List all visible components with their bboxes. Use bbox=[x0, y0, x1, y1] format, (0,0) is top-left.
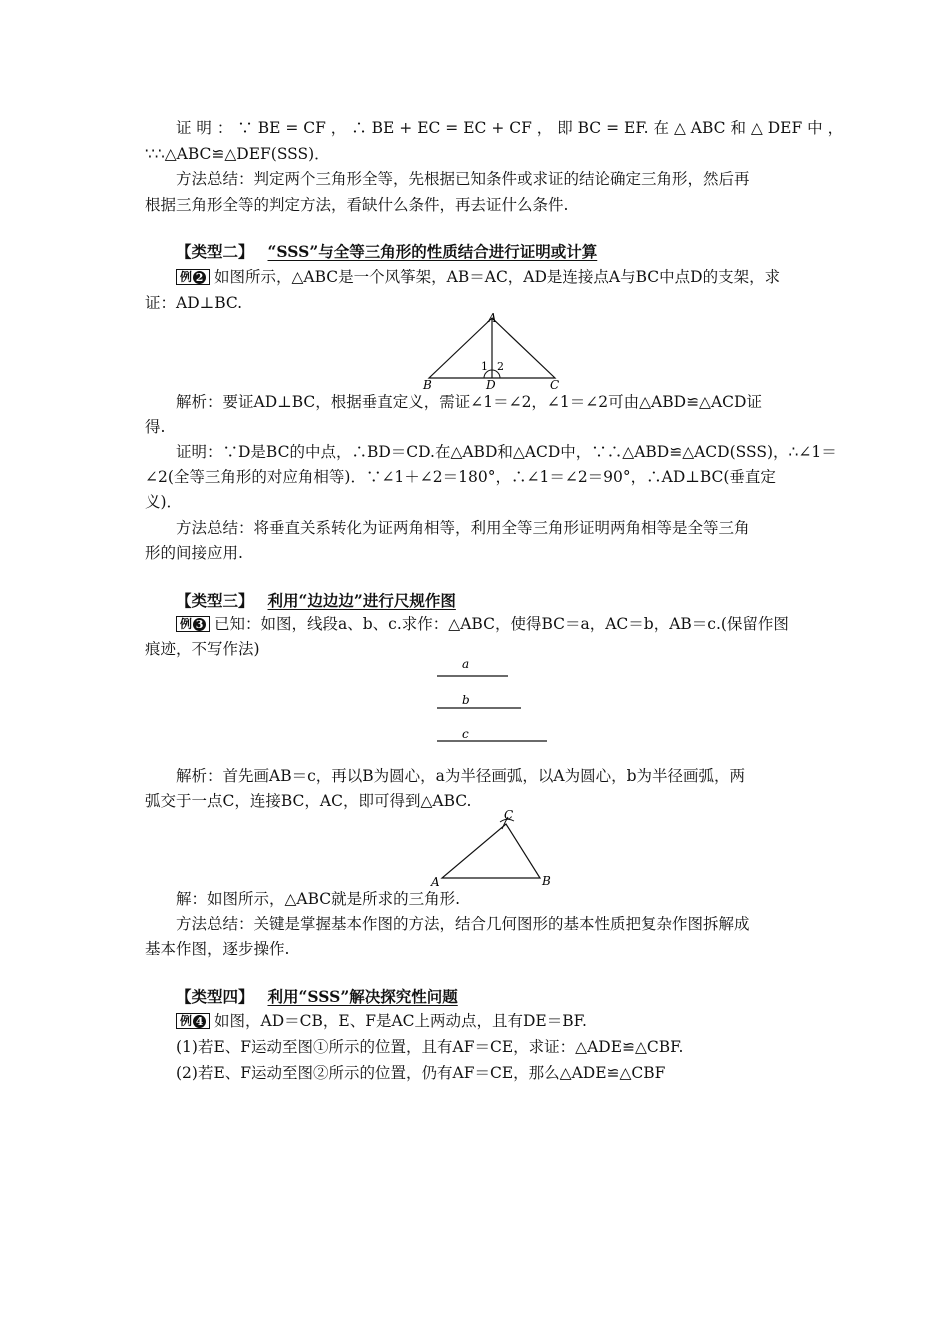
method-summary-line-1: 方法总结：判定两个三角形全等，先根据已知条件或求证的结论确定三角形，然后再 bbox=[176, 170, 750, 188]
type2-line-4: ∠2(全等三角形的对应角相等)．∵∠1＋∠2＝180°，∴∠1＝∠2＝90°，∴AD⊥BC(垂直定 bbox=[145, 468, 776, 486]
type4-part-1: (1)若E、F运动至图①所示的位置，且有AF＝CE，求证：△ADE≌△CBF. bbox=[176, 1038, 684, 1056]
proof-line-1: 证 明 ： ∵ BE = CF ， ∴ BE + EC = EC + CF ， 即 BC = EF. 在 △ ABC 和 △ DEF 中 ， bbox=[176, 119, 844, 137]
segments-figure bbox=[430, 652, 555, 747]
example4-question-line-1: 例 4 如图，AD＝CB，E、F是AC上两动点，且有DE＝BF. bbox=[176, 1010, 810, 1032]
type3-line-5: 基本作图，逐步操作. bbox=[145, 940, 290, 958]
type3-line-3: 解：如图所示，△ABC就是所求的三角形. bbox=[176, 890, 461, 908]
angle-1-label: 1 bbox=[481, 360, 488, 373]
example-badge: 例 3 bbox=[176, 616, 210, 632]
type4-part-2: (2)若E、F运动至图②所示的位置，仍有AF＝CE，那么△ADE≌△CBF bbox=[176, 1064, 666, 1082]
label-b: B bbox=[542, 874, 551, 888]
example-number: 2 bbox=[193, 271, 206, 284]
type2-line-6: 方法总结：将垂直关系转化为证两角相等，利用全等三角形证明两角相等是全等三角 bbox=[176, 519, 750, 537]
kite-triangle-figure bbox=[420, 308, 570, 392]
type2-tag: 【类型二】 bbox=[176, 242, 254, 261]
label-c: C bbox=[550, 378, 560, 392]
segment-c-label: c bbox=[462, 727, 469, 741]
type2-line-5: 义)． bbox=[145, 493, 183, 511]
type3-heading bbox=[176, 590, 810, 612]
type2-line-7: 形的间接应用. bbox=[145, 544, 243, 562]
segment-a-label: a bbox=[462, 657, 470, 671]
type4-title: 利用“SSS”解决探究性问题 bbox=[267, 987, 458, 1006]
segment-b-label: b bbox=[462, 693, 470, 707]
example-badge: 例 2 bbox=[176, 269, 210, 285]
type3-line-1: 解析：首先画AB＝c，再以B为圆心，a为半径画弧，以A为圆心，b为半径画弧，两 bbox=[176, 767, 746, 785]
label-d: D bbox=[486, 378, 496, 392]
type3-title: 利用“边边边”进行尺规作图 bbox=[267, 591, 456, 610]
type2-line-1: 解析：要证AD⊥BC，根据垂直定义，需证∠1＝∠2，∠1＝∠2可由△ABD≌△ACD证 bbox=[176, 393, 762, 411]
proof-line-2: ∵∴△ABC≌△DEF(SSS)． bbox=[145, 145, 330, 163]
type3-line-2: 弧交于一点C，连接BC，AC，即可得到△ABC. bbox=[145, 792, 472, 810]
triangle-abc bbox=[442, 824, 540, 878]
example2-question-line-2: 证：AD⊥BC. bbox=[145, 294, 243, 312]
angle-2-label: 2 bbox=[497, 360, 504, 373]
example3-question-line-1: 例 3 已知：如图，线段a、b、c.求作：△ABC，使得BC＝a，AC＝b，AB＝c.(保留作图 bbox=[176, 613, 810, 635]
example-badge: 例 4 bbox=[176, 1013, 210, 1029]
example2-question-line-1: 例 2 如图所示，△ABC是一个风筝架，AB＝AC，AD是连接点A与BC中点D的支架，求 bbox=[176, 266, 810, 288]
type4-tag: 【类型四】 bbox=[176, 987, 254, 1006]
example-number: 3 bbox=[193, 618, 206, 631]
method-summary-line-2: 根据三角形全等的判定方法，看缺什么条件，再去证什么条件. bbox=[145, 196, 569, 214]
type3-tag: 【类型三】 bbox=[176, 591, 254, 610]
type2-title: “SSS”与全等三角形的性质结合进行证明或计算 bbox=[267, 242, 598, 261]
label-c: C bbox=[504, 808, 514, 822]
label-a: A bbox=[431, 875, 440, 889]
type2-line-3: 证明：∵D是BC的中点，∴BD＝CD.在△ABD和△ACD中，∵∴△ABD≌△ACD(SSS)，∴∠1＝ bbox=[176, 443, 837, 461]
label-b: B bbox=[423, 378, 432, 392]
type4-heading bbox=[176, 986, 810, 1008]
constructed-triangle-figure bbox=[428, 806, 558, 890]
type2-heading bbox=[176, 241, 810, 263]
example-number: 4 bbox=[193, 1015, 206, 1028]
example3-question-line-2: 痕迹，不写作法) bbox=[145, 640, 260, 658]
type2-line-2: 得. bbox=[145, 418, 166, 436]
type3-line-4: 方法总结：关键是掌握基本作图的方法，结合几何图形的基本性质把复杂作图拆解成 bbox=[176, 915, 750, 933]
label-a: A bbox=[488, 311, 497, 325]
